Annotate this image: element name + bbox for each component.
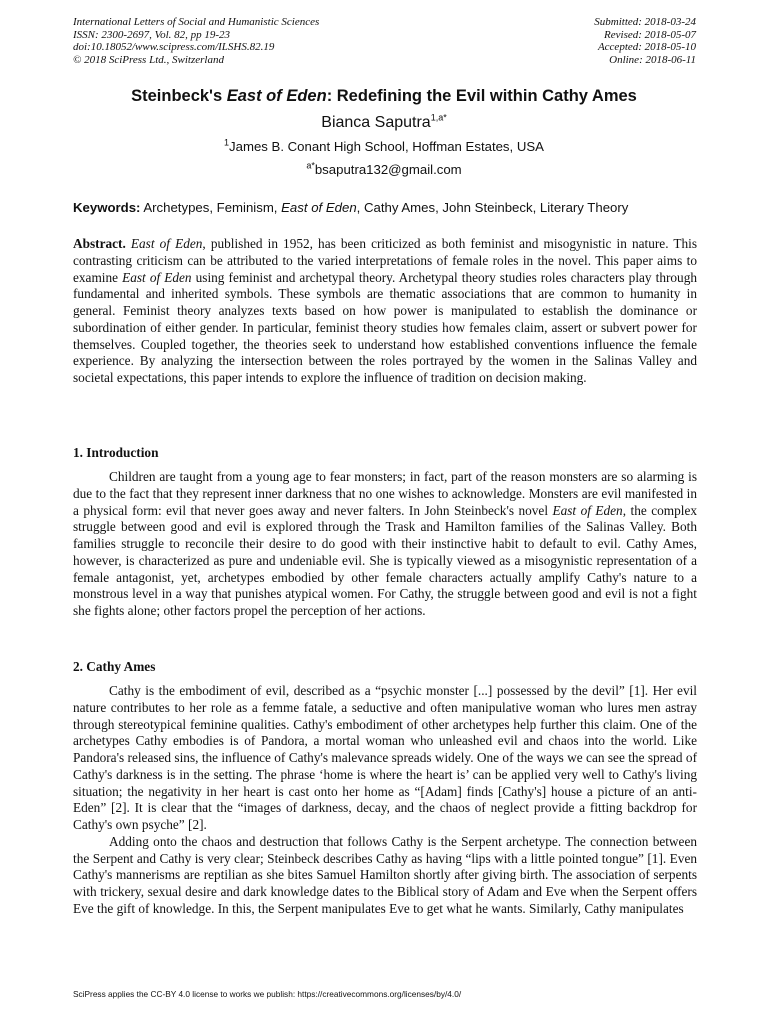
section-heading-cathy-ames: 2. Cathy Ames: [73, 659, 156, 674]
issn-line: ISSN: 2300-2697, Vol. 82, pp 19-23: [73, 28, 231, 41]
cathy-ames-body: [73, 683, 697, 918]
copyright-line: © 2018 SciPress Ltd., Switzerland: [73, 53, 224, 66]
author-email: $^{a*}$bsaputra132@gmail.com: [306, 160, 462, 177]
doi-line: doi:10.18052/www.scipress.com/ILSHS.82.19: [73, 41, 275, 53]
affiliation: $^1$James B. Conant High School, Hoffman Estates, USA: [224, 137, 544, 154]
submitted-date: Submitted: 2018-03-24: [594, 16, 696, 28]
paper-title: Steinbeck's East of Eden: Redefining the Evil within Cathy Ames: [131, 87, 637, 105]
revised-date: Revised: 2018-05-07: [604, 28, 696, 41]
abstract: Abstract. East of Eden, published in 1952, has been criticized as both feminist and misogynistic in nature. This contrasting criticism can be attributed to the varied interpretations of female roles in the novel. This paper aims to examine East of Eden using feminist and archetypal theory. Archetypal theory studies roles characters play through fundamental and inherited symbols. These symbols are thematic associations that are common to humanity in general. Feminist theory analyzes texts based on how power is manipulated to establish the dominance or subordination of either gender. In particular, feminist theory studies how females claim, assert or subvert power for themselves. Coupled together, the theories seek to understand how established conventions influence the female experience. By analyzing the intersection between the roles portrayed by the women in the Salinas Valley and societal expectations, this paper intends to explore the influence of tradition on decision making.: [73, 236, 698, 385]
paragraph: Cathy is the embodiment of evil, described as a “psychic monster [...] possessed by the devil” [1]. Her evil nature contributes to her role as a femme fatale, a seductive and often manipulative woman who lures men astray through stereotypical feminine qualities. Cathy's embodiment of other archetypes help further this claim. One of the archetypes Cathy embodies is of Pandora, a mortal woman who unleashed evil and chaos into the world. Like Pandora's released sins, the influence of Cathy's malevance spreads widely. One of the ways we can see the spread of Cathy's darkness is in the setting. The phrase ‘home is where the heart is’ can be applied very well to Cathy's living situation; the negativity in her heart is cast onto her home as “[Adam] finds [Cathy's] house a picture of an anti-Eden” [2]. It is clear that the “images of darkness, decay, and the chaos of neglect provide a fitting backdrop for Cathy's own psyche” [2].: [73, 683, 697, 832]
keywords-label: Keywords:: [73, 200, 141, 215]
journal-name: International Letters of Social and Humanistic Sciences: [73, 16, 320, 28]
license-footer: SciPress applies the CC-BY 4.0 license to works we publish: https://creativecommons.org/licenses/by/4.0/: [73, 989, 462, 999]
online-date: Online: 2018-06-11: [609, 53, 696, 66]
abstract-label: Abstract.: [73, 236, 126, 251]
section-heading-introduction: 1. Introduction: [73, 445, 159, 460]
accepted-date: Accepted: 2018-05-10: [597, 41, 696, 53]
author-name: Bianca Saputra$^{1,a*}$: [321, 112, 447, 131]
publication-dates: [456, 16, 696, 66]
paragraph: Adding onto the chaos and destruction that follows Cathy is the Serpent archetype. The connection between the Serpent and Cathy is very clear; Steinbeck describes Cathy as having “lips with a little pointed tongue” [1]. Even Cathy's mannerisms are reptilian as she bites Samuel Hamilton shortly after giving birth. The association of serpents with trickery, sexual desire and dark knowledge dates to the Biblical story of Adam and Eve when the Serpent offers Eve the gift of knowledge. In this, the Serpent manipulates Eve to get what he wants. Similarly, Cathy manipulates: [73, 833, 697, 916]
introduction-body: Children are taught from a young age to fear monsters; in fact, part of the reason monsters are so alarming is due to the fact that they represent inner darkness that no one wishes to acknowledge. Monsters are evil manifested in a physical form: evil that never goes away and never falters. In John Steinbeck's novel East of Eden, the complex struggle between good and evil is explored through the Trask and Hamilton families of the Salinas Valley. Both families struggle to reconcile their desire to do good with their instinctive habit to default to evil. Cathy Ames, however, is characterized as pure and undeniable evil. She is typically viewed as a misogynistic representation of a female antagonist, yet, archetypes embodied by other female characters actually amplify Cathy's nature to a monstrous level in a way that punishes atypical women. For Cathy, the struggle between good and evil is not a fight she fights alone; other factors propel the perception of her actions.: [73, 469, 697, 618]
keywords: Keywords: Archetypes, Feminism, East of Eden, Cathy Ames, John Steinbeck, Literary Theory: [73, 200, 629, 215]
journal-info: [73, 16, 413, 66]
title-italic: East of Eden: [226, 87, 327, 105]
